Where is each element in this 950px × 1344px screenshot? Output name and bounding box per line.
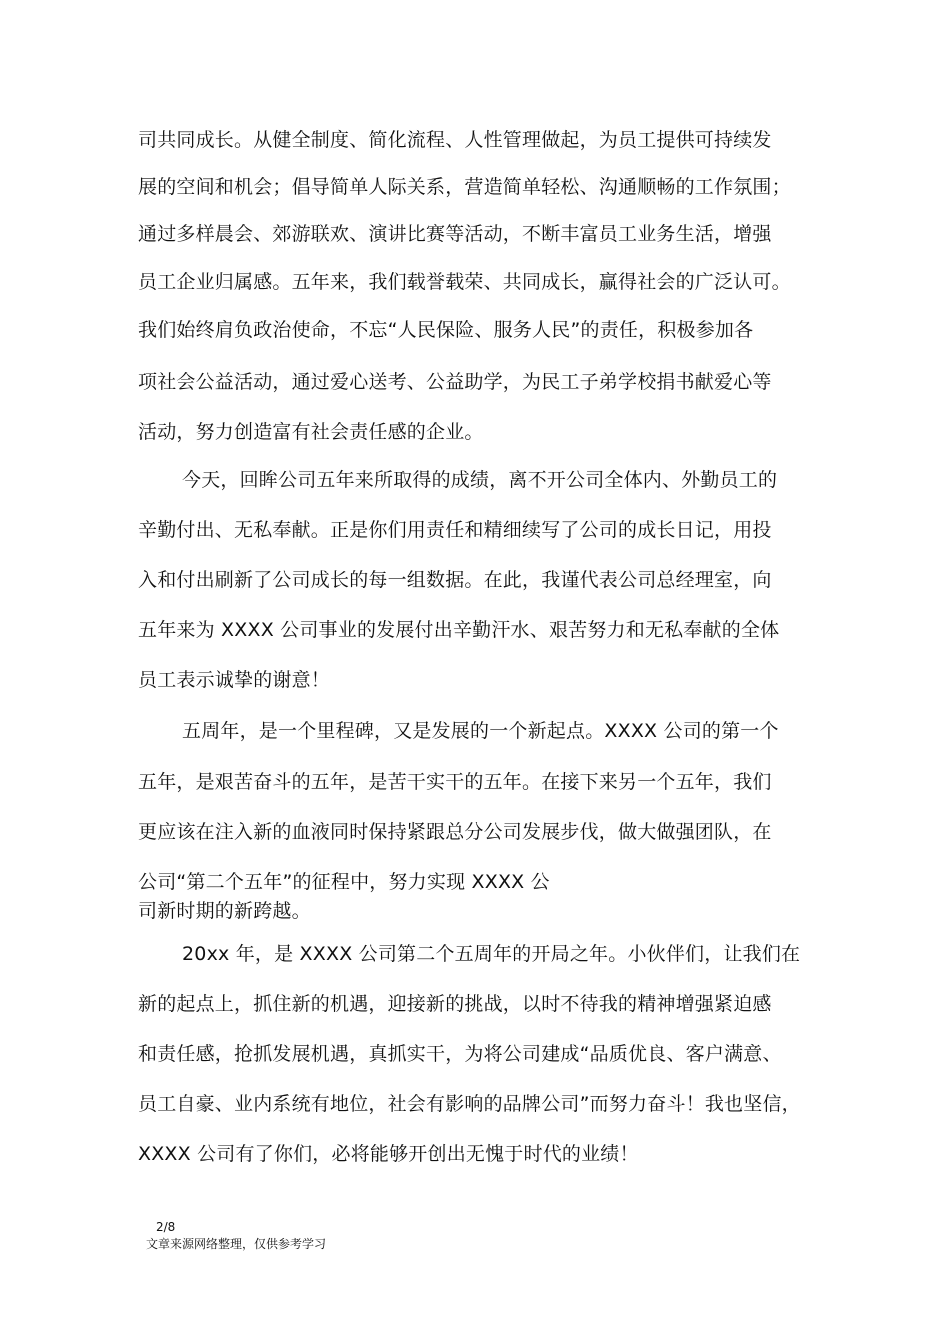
body-text-line: 辛勤付出、无私奉献。正是你们用责任和精细续写了公司的成长日记，用投	[138, 519, 772, 541]
body-text-line: 入和付出刷新了公司成长的每一组数据。在此，我谨代表公司总经理室，向	[138, 569, 772, 591]
body-text-line: 新的起点上，抓住新的机遇，迎接新的挑战，以时不待我的精神增强紧迫感	[138, 993, 772, 1015]
body-text-line: 员工自豪、业内系统有地位，社会有影响的品牌公司”而努力奋斗！我也坚信，	[138, 1093, 801, 1115]
body-text-line: 司新时期的新跨越。	[138, 900, 311, 922]
body-text-line: 活动，努力创造富有社会责任感的企业。	[138, 421, 484, 443]
body-text-line: 更应该在注入新的血液同时保持紧跟总分公司发展步伐，做大做强团队，在	[138, 821, 772, 843]
body-text-line: 和责任感，抢抓发展机遇，真抓实干，为将公司建成“品质优良、客户满意、	[138, 1043, 782, 1065]
body-text-line: 20xx 年，是 XXXX 公司第二个五周年的开局之年。小伙伴们，让我们在	[182, 943, 801, 965]
body-text-line: 五年，是艰苦奋斗的五年，是苦干实干的五年。在接下来另一个五年，我们	[138, 771, 772, 793]
body-text-line: XXXX 公司有了你们，必将能够开创出无愧于时代的业绩！	[138, 1143, 639, 1165]
body-text-line: 公司“第二个五年”的征程中，努力实现 XXXX 公	[138, 871, 550, 893]
page-number: 2/8	[156, 1220, 176, 1234]
body-text-line: 五年来为 XXXX 公司事业的发展付出辛勤汗水、艰苦努力和无私奉献的全体	[138, 619, 780, 641]
body-text-line: 项社会公益活动，通过爱心送考、公益助学，为民工子弟学校捐书献爱心等	[138, 371, 772, 393]
body-text-line: 员工表示诚挚的谢意！	[138, 669, 331, 691]
footer-note: 文章来源网络整理，仅供参考学习	[146, 1237, 327, 1251]
body-text-line: 五周年，是一个里程碑，又是发展的一个新起点。XXXX 公司的第一个	[182, 720, 779, 742]
body-text-line: 我们始终肩负政治使命，不忘“人民保险、服务人民”的责任，积极参加各	[138, 319, 754, 341]
body-text-line: 通过多样晨会、郊游联欢、演讲比赛等活动，不断丰富员工业务生活，增强	[138, 223, 772, 245]
body-text-line: 展的空间和机会；倡导简单人际关系，营造简单轻松、沟通顺畅的工作氛围；	[138, 176, 791, 198]
body-text-line: 员工企业归属感。五年来，我们载誉载荣、共同成长，赢得社会的广泛认可。	[138, 271, 791, 293]
body-text-line: 司共同成长。从健全制度、简化流程、人性管理做起，为员工提供可持续发	[138, 129, 772, 151]
body-text-line: 今天，回眸公司五年来所取得的成绩，离不开公司全体内、外勤员工的	[182, 469, 778, 491]
